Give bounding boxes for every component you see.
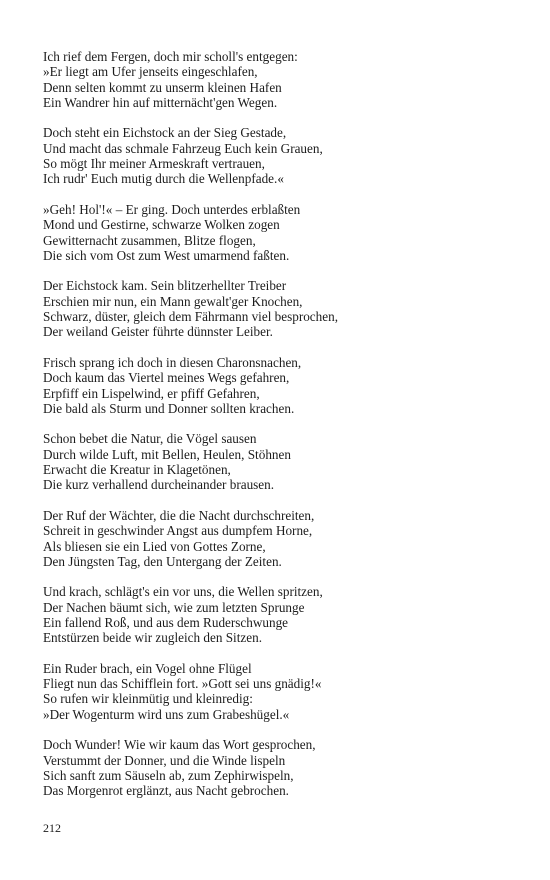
verse-line: Der weiland Geister führte dünnster Leiber. <box>43 324 273 340</box>
verse-line: Schon bebet die Natur, die Vögel sausen <box>43 431 257 447</box>
stanza <box>43 355 523 416</box>
verse-line: Verstummt der Donner, und die Winde lispeln <box>43 752 286 768</box>
verse-line: So rufen wir kleinmütig und kleinredig: <box>43 691 253 707</box>
verse-line: Entstürzen beide wir zugleich den Sitzen. <box>43 630 262 646</box>
verse-line: Ich rudr' Euch mutig durch die Wellenpfade.« <box>43 171 284 187</box>
verse-line: Die sich vom Ost zum West umarmend faßten. <box>43 247 290 263</box>
verse-line: So mögt Ihr meiner Armeskraft vertrauen, <box>43 156 265 172</box>
verse-line: »Er liegt am Ufer jenseits eingeschlafen, <box>43 64 258 80</box>
stanza <box>43 278 523 339</box>
verse-line: Gewitternacht zusammen, Blitze flogen, <box>43 232 256 248</box>
verse-line: Erpfiff ein Lispelwind, er pfiff Gefahren, <box>43 385 260 401</box>
verse-line: »Der Wogenturm wird uns zum Grabeshügel.« <box>43 706 290 722</box>
poem-text <box>43 49 523 814</box>
verse-line: Doch steht ein Eichstock an der Sieg Gestade, <box>43 125 287 141</box>
verse-line: Doch Wunder! Wie wir kaum das Wort gesprochen, <box>43 737 316 753</box>
verse-line: Mond und Gestirne, schwarze Wolken zogen <box>43 217 280 233</box>
verse-line: Der Ruf der Wächter, die die Nacht durchschreiten, <box>43 507 315 523</box>
verse-line: Das Morgenrot erglänzt, aus Nacht gebrochen. <box>43 783 289 799</box>
stanza <box>43 508 523 569</box>
stanza <box>43 661 523 722</box>
verse-line: Erwacht die Kreatur in Klagetönen, <box>43 462 231 478</box>
verse-line: Und macht das schmale Fahrzeug Euch kein Grauen, <box>43 140 323 156</box>
verse-line: Ich rief dem Fergen, doch mir scholl's entgegen: <box>43 49 298 64</box>
verse-line: »Geh! Hol'!« – Er ging. Doch unterdes erblaßten <box>43 201 301 217</box>
verse-line: Als bliesen sie ein Lied von Gottes Zorne, <box>43 538 266 554</box>
verse-line: Ein fallend Roß, und aus dem Ruderschwunge <box>43 614 289 630</box>
verse-line: Sich sanft zum Säuseln ab, zum Zephirwispeln, <box>43 767 294 783</box>
verse-line: Schwarz, düster, gleich dem Fährmann viel besprochen, <box>43 309 338 325</box>
verse-line: Die bald als Sturm und Donner sollten krachen. <box>43 400 295 416</box>
stanza <box>43 431 523 492</box>
verse-line: Der Eichstock kam. Sein blitzerhellter Treiber <box>43 278 287 294</box>
verse-line: Ein Ruder brach, ein Vogel ohne Flügel <box>43 660 252 676</box>
page-number: 212 <box>43 821 61 835</box>
stanza <box>43 737 523 798</box>
verse-line: Doch kaum das Viertel meines Wegs gefahren, <box>43 370 290 386</box>
stanza <box>43 49 523 110</box>
verse-line: Erschien mir nun, ein Mann gewalt'ger Knochen, <box>43 293 303 309</box>
verse-line: Den Jüngsten Tag, den Untergang der Zeiten. <box>43 553 282 569</box>
verse-line: Und krach, schlägt's ein vor uns, die Wellen spritzen, <box>43 584 323 600</box>
verse-line: Durch wilde Luft, mit Bellen, Heulen, Stöhnen <box>43 446 291 462</box>
stanza <box>43 125 523 186</box>
verse-line: Der Nachen bäumt sich, wie zum letzten Sprunge <box>43 599 305 615</box>
stanza <box>43 584 523 645</box>
verse-line: Ein Wandrer hin auf mitternächt'gen Wegen. <box>43 94 278 110</box>
stanza <box>43 202 523 263</box>
verse-line: Frisch sprang ich doch in diesen Charonsnachen, <box>43 354 302 370</box>
verse-line: Fliegt nun das Schifflein fort. »Gott sei uns gnädig!« <box>43 676 322 692</box>
verse-line: Schreit in geschwinder Angst aus dumpfem Horne, <box>43 523 313 539</box>
verse-line: Denn selten kommt zu unserm kleinen Hafen <box>43 79 282 95</box>
verse-line: Die kurz verhallend durcheinander brausen. <box>43 477 275 493</box>
